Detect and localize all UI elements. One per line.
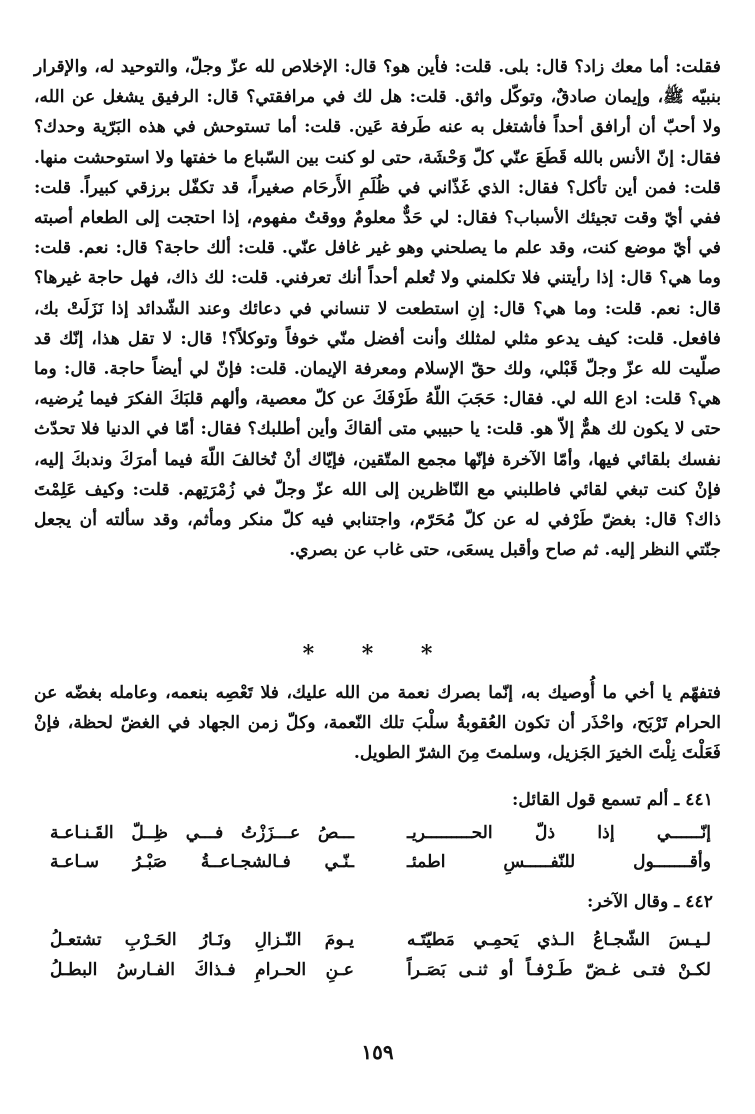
poem-442-heading: ٤٤٢ ـ وقال الآخر: [587, 892, 713, 912]
poem-442-verse-1 [50, 926, 711, 954]
advice-paragraph: فتفهّم يا أخي ما أُوصيك به، إنّما بصرك نعمة من الله عليك، فلا تَعْصِه بنعمه، وعامله بغضّه عن الحرام تَرْبَح، واحْذَر أن تكون العُقوبةُ سلْبَ تلك النّعمة، وكلّ زمن الجهاد في الغضّ لحظة، فإنْ فَعَلْتَ نِلْتَ الخيرَ الجَزيل، وسلمتَ مِنَ الشرّ الطويل. [34, 683, 721, 764]
verse-first-hemistich: وأقـــــــول للنّفـــــسِ اطمئـ [406, 852, 711, 872]
verse-second-hemistich: ـنّـي فـالشجـاعــةُ صَبْـرُ سـاعـة [50, 852, 355, 872]
poem-442-verse-2 [50, 956, 711, 984]
poem-441-verse-1 [50, 819, 711, 847]
poem-441-heading: ٤٤١ ـ ألم تسمع قول القائل: [512, 790, 713, 810]
verse-first-hemistich: إنّــــــي إذا ذلّ الحـــــــــريـ [406, 823, 711, 843]
advice-text-block [34, 678, 721, 769]
page-number: ١٥٩ [361, 1040, 394, 1064]
verse-second-hemistich: عـنِ الحـرامِ فـذاكَ الفـارسُ البطـلُ [50, 960, 355, 980]
poem-441-verse-2 [50, 848, 711, 876]
section-separator: * * * [302, 641, 453, 667]
verse-first-hemistich: لكـنْ فتـى غـضّ طَـرْفـاً أو ثنـى بَصَـراً [406, 960, 711, 980]
narrative-paragraph: فقلت: أما معك زاد؟ قال: بلى. قلت: فأين هو؟ قال: الإخلاص لله عزّ وجلّ، والتوحيد له، والإقرار بنبيّه ﷺ، وإيمان صادقٌ، وتوكّل واثق. قلت: هل لك في مرافقتي؟ قال: الرفيق يشغل عن الله، ولا أحبّ أن أرافق أحداً فأشتغل به عنه طَرفة عَين. قلت: أما تستوحش في هذه البَرّية وحدك؟ فقال: إنّ الأنس بالله قَطَعَ عنّي كلّ وَحْشَة، حتى لو كنت بين السّباع ما خفتها ولا استوحشت منها. قلت: فمن أين تأكل؟ فقال: الذي غَذّاني في ظُلَمِ الأَرحَام صغيراً، قد تكفّل برزقي كبيراً. قلت: ففي أيّ وقت تجيئك الأسباب؟ فقال: لي حَدٌّ معلومٌ ووقتٌ مفهوم، إذا احتجت إلى الطعام أصبته في أيّ موضع كنت، وقد علم ما يصلحني وهو غير غافل عنّي. قلت: ألك حاجة؟ قال: نعم. قلت: وما هي؟ قال: إذا رأيتني فلا تكلمني ولا تُعلم أحداً أنك تعرفني. قلت: لك ذاك، فهل حاجة غيرها؟ قال: نعم. قلت: وما هي؟ قال: إنِ استطعت لا تنساني في دعائك وعند الشّدائد إذا نَزَلَتْ بك، فافعل. قلت: كيف يدعو مثلي لمثلك وأنت أفضل منّي خوفاً وتوكلاً؟! قال: لا تقل هذا، إنّك قد صلّيت لله عزّ وجلّ قَبْلي، ولك حقّ الإسلام ومعرفة الإيمان. قلت: فإنّ لي أيضاً حاجة. قال: وما هي؟ قلت: ادع الله لي. فقال: حَجَبَ اللّهُ طَرْفَكَ عن كلّ معصية، وألهم قلبَكَ الفكرَ فيما يُرضيه، حتى لا يكون لك همٌّ إلاّ هو. قلت: يا حبيبي متى ألقاكَ وأين أطلبك؟ فقال: أمّا في الدنيا فلا تحدّث نفسك بلقائي فيها، وأمّا الآخرة فإنّها مجمع المتّقين، فإيّاك أنْ تُخالفَ اللّهَ فيما أمرَكَ وندبكَ إليه، فإنْ كنت تبغي لقائي فاطلبني مع النّاظرين إلى الله عزّ وجلّ في زُمْرَتِهم. قلت: وكيف عَلِمْتَ ذاك؟ قال: بغضّ طَرْفي له عن كلّ مُحَرّم، واجتنابي فيه كلّ منكر ومأثم، وقد سألته أن يجعل جنّتي النظر إليه. ثم صاح وأقبل يسعَى، حتى غاب عن بصري. [34, 57, 721, 561]
main-text-block [34, 52, 721, 565]
verse-first-hemistich: لـيـسَ الشّجـاعُ الـذي يَحمِـي مَطيّتَـه [406, 930, 711, 950]
verse-second-hemistich: يـومَ النّـزالِ ونَـارُ الحَـرْبِ تشتعـلُ [50, 930, 355, 950]
verse-second-hemistich: ـــصُ عـــزَزْتُ فـــي ظِــلّ القَـنـاعـة [50, 823, 355, 843]
